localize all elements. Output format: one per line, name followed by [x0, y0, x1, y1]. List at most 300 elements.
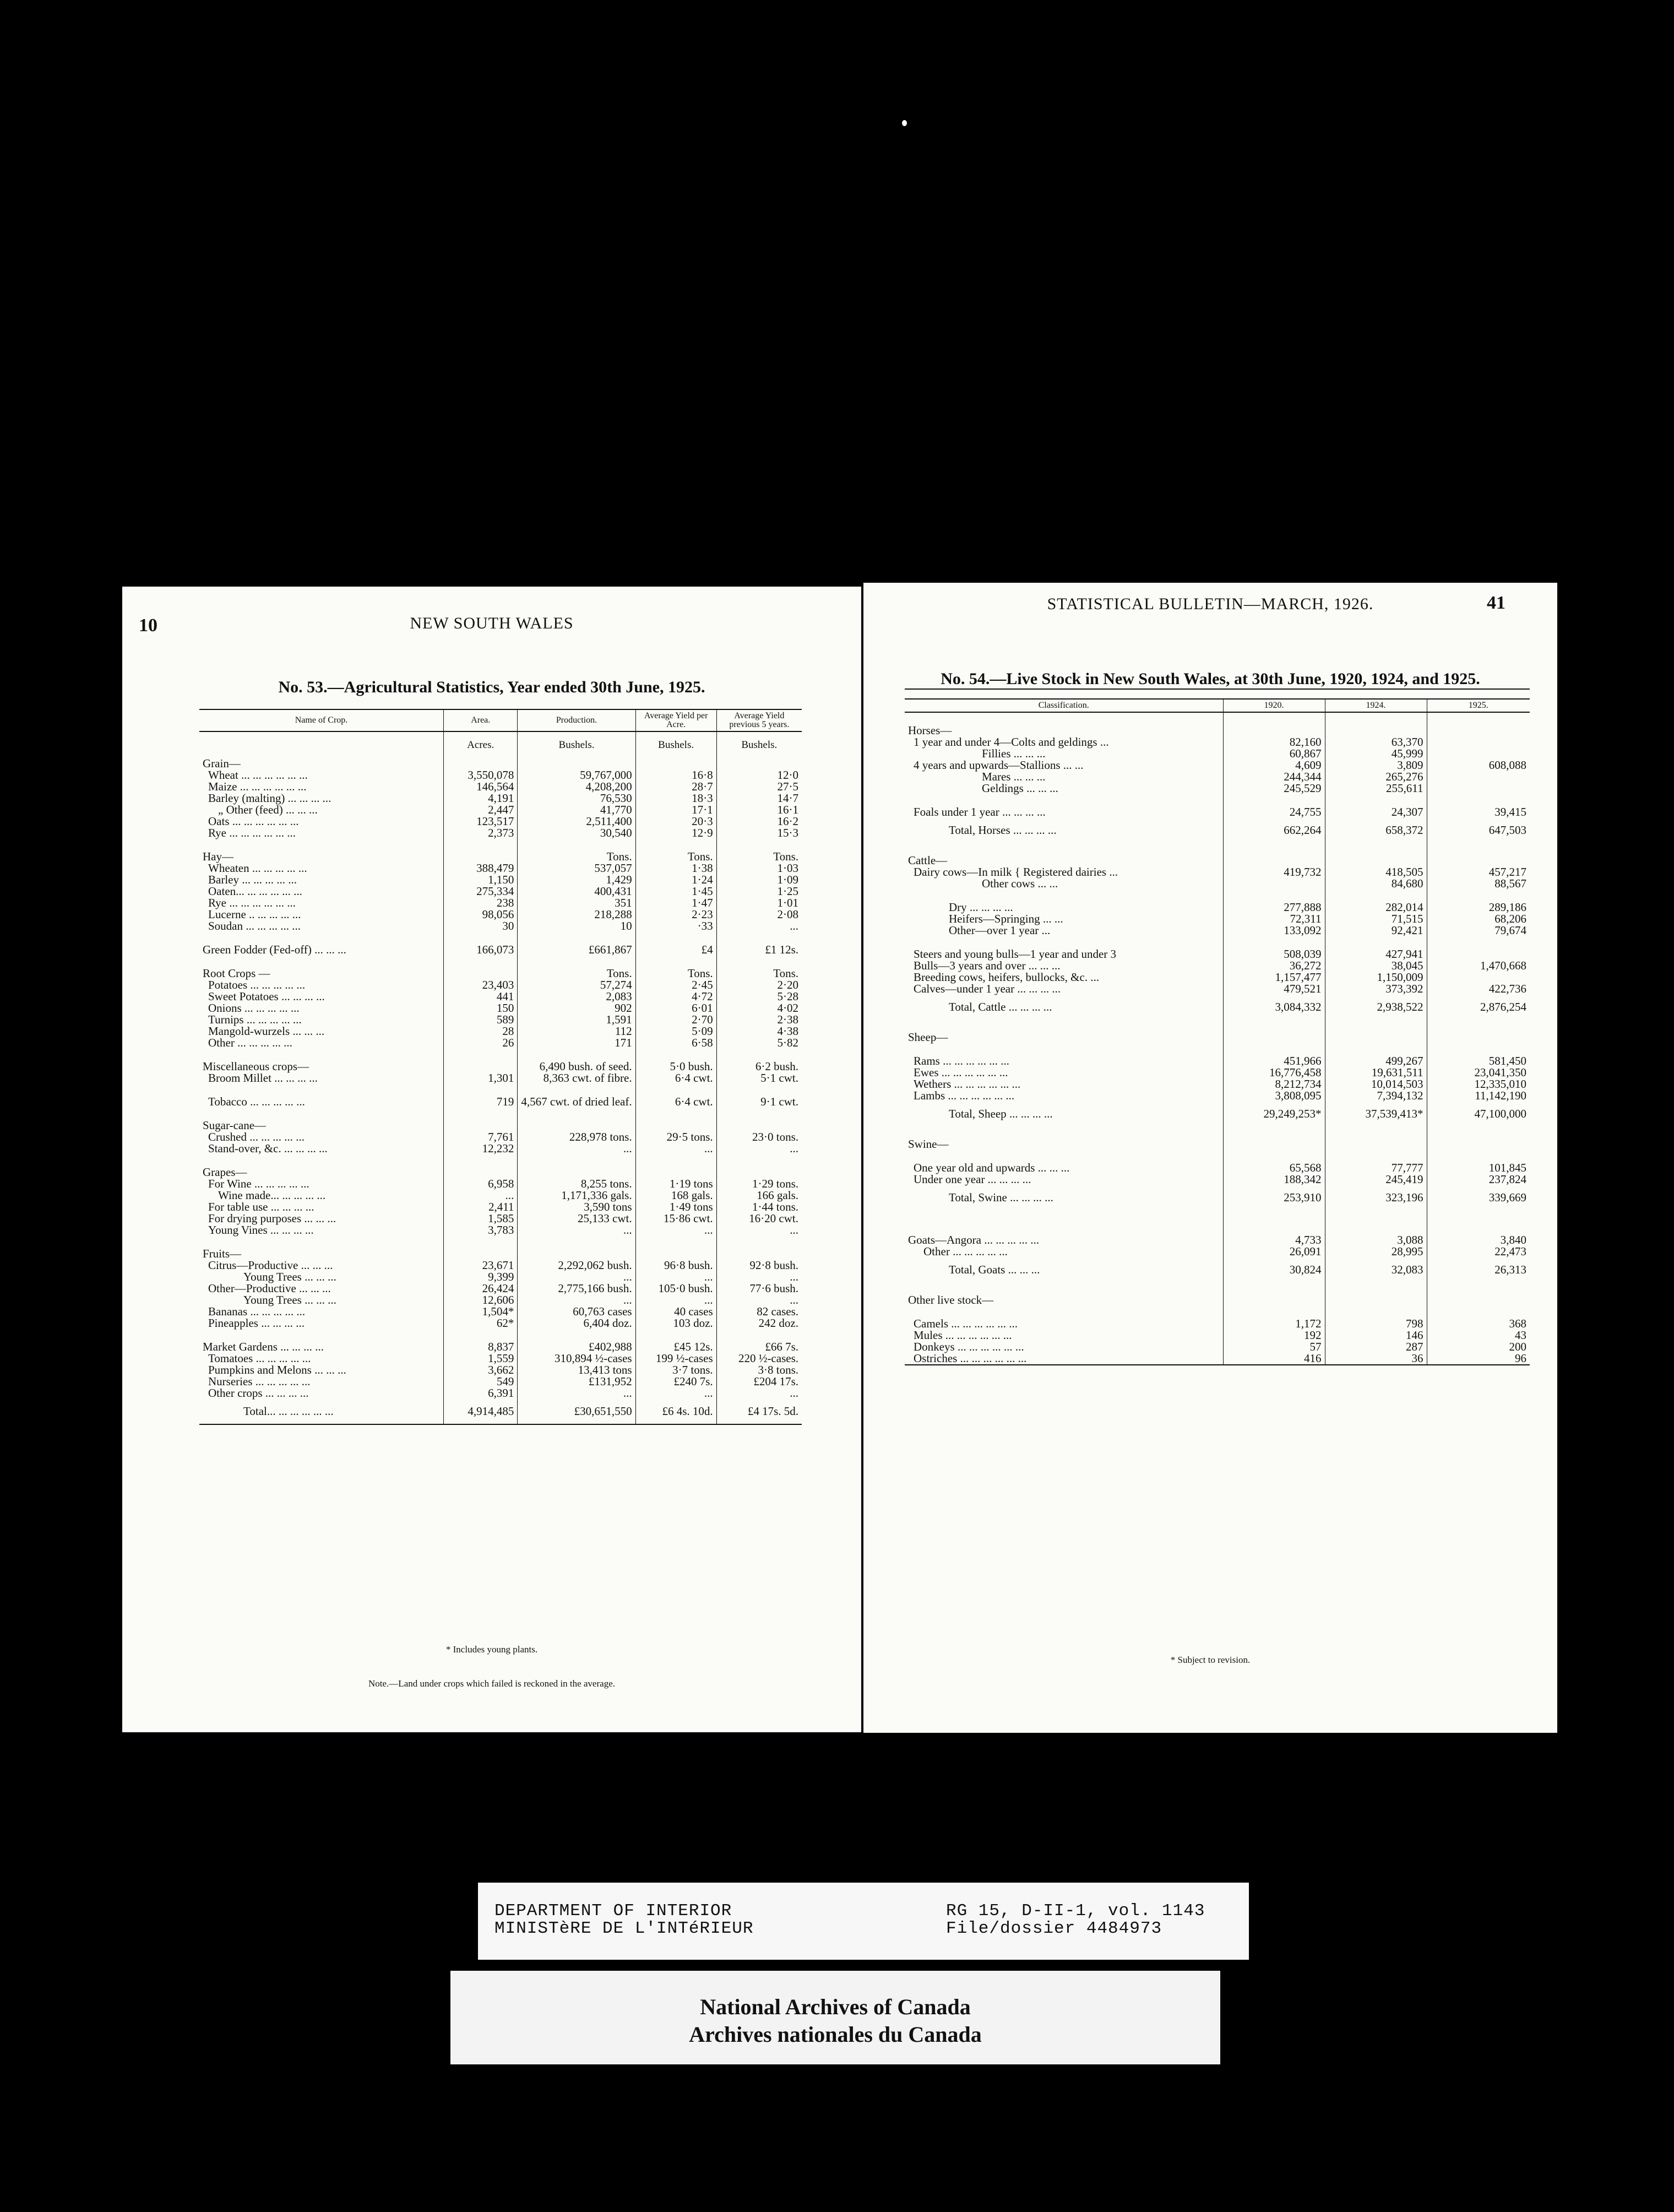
tbl53-cell: ...	[518, 1224, 635, 1236]
tbl54-row	[905, 890, 1530, 902]
tbl53-row-label: Young Trees ... ... ...	[243, 1293, 336, 1306]
tbl53-cell: 400,431	[518, 886, 635, 897]
tbl54-row	[905, 1032, 1530, 1043]
tbl54-cell: 427,941	[1325, 948, 1427, 960]
tbl53-cell: ·33	[635, 920, 716, 932]
tbl53-row-label: Miscellaneous crops—	[203, 1060, 309, 1073]
tbl54-row	[905, 818, 1530, 843]
tbl54-cell	[1325, 1222, 1427, 1234]
tbl54-row-label: Heifers—Springing ... ...	[949, 912, 1063, 925]
tbl53-row-label: Tomatoes ... ... ... ... ...	[208, 1352, 311, 1365]
stamp-file-number: File/dossier 4484973	[946, 1919, 1162, 1938]
tbl53-cell: 1·49 tons	[635, 1201, 716, 1213]
tbl53-cell: 2,447	[444, 804, 518, 816]
tbl53-row-label: Grain—	[203, 757, 241, 770]
tbl53-cell: 1·19 tons	[635, 1178, 716, 1190]
tbl53-row-label: Total... ... ... ... ... ...	[199, 1399, 444, 1424]
tbl53-row-label: Rye ... ... ... ... ... ...	[208, 826, 296, 839]
tbl53-cell: 3,662	[444, 1364, 518, 1376]
tbl54-cell: 30,824	[1223, 1257, 1325, 1282]
tbl53-cell: 388,479	[444, 863, 518, 874]
tbl53-row-label: Young Vines ... ... ... ...	[208, 1223, 314, 1237]
tbl53-row-label: Young Trees ... ... ...	[243, 1270, 336, 1283]
tbl53-cell: 1,171,336 gals.	[518, 1190, 635, 1201]
tbl54-row-label: Ostriches ... ... ... ... ... ...	[905, 1353, 1223, 1365]
tbl53-cell	[444, 968, 518, 979]
tbl54-cell	[1223, 1020, 1325, 1032]
tbl53-cell: 16·20 cwt.	[716, 1213, 802, 1224]
reference-stamp	[478, 1883, 1249, 1960]
tbl53-row-label: Other ... ... ... ... ...	[208, 1036, 292, 1049]
tbl54-cell: 88,567	[1427, 878, 1530, 890]
tbl53-cell	[716, 956, 802, 968]
tbl54-row-label	[905, 1210, 1223, 1222]
tbl54-cell: 253,910	[1223, 1185, 1325, 1210]
tbl54-cell: 255,611	[1325, 783, 1427, 794]
tbl54-row	[905, 855, 1530, 866]
tbl53-row-label	[199, 956, 444, 968]
tbl54-row	[905, 995, 1530, 1020]
tbl53-cell: 441	[444, 991, 518, 1002]
tbl54-column-header: 1925.	[1427, 699, 1530, 712]
tbl53-cell: 310,894 ½-cases	[518, 1353, 635, 1364]
tbl53-cell: 589	[444, 1014, 518, 1026]
tbl53-cell	[635, 1084, 716, 1096]
tbl53-cell: 9,399	[444, 1271, 518, 1283]
tbl53-cell: 17·1	[635, 804, 716, 816]
tbl54-cell	[1325, 855, 1427, 866]
tbl54-cell: 4,609	[1223, 760, 1325, 771]
tbl54-row-label: Total, Horses ... ... ... ...	[949, 823, 1057, 837]
tbl54-cell: 3,084,332	[1223, 995, 1325, 1020]
tbl54-row-label	[905, 1043, 1223, 1055]
tbl54-row	[905, 1150, 1530, 1162]
tbl53-row	[199, 1376, 802, 1387]
tbl54-cell: 188,342	[1223, 1174, 1325, 1185]
right-running-head: STATISTICAL BULLETIN—MARCH, 1926.	[1047, 595, 1374, 613]
tbl53-cell: Bushels.	[716, 731, 802, 758]
tbl53-cell: 168 gals.	[635, 1190, 716, 1201]
tbl53-cell: 549	[444, 1376, 518, 1387]
tbl53-row	[199, 1318, 802, 1329]
tbl53-row-label: For Wine ... ... ... ... ...	[208, 1177, 309, 1190]
tbl53-cell: 62*	[444, 1318, 518, 1329]
tbl53-row-label: Rye ... ... ... ... ... ...	[208, 896, 296, 909]
tbl53-cell: 719	[444, 1096, 518, 1108]
tbl53-cell: 7,761	[444, 1131, 518, 1143]
tbl53-cell: 228,978 tons.	[518, 1131, 635, 1143]
tbl54-cell: 28,995	[1325, 1246, 1427, 1257]
tbl54-cell	[1325, 725, 1427, 736]
tbl53-row-label: „ Other (feed) ... ... ...	[218, 803, 318, 816]
tbl54-cell: 3,809	[1325, 760, 1427, 771]
tbl54-cell	[1427, 1043, 1530, 1055]
tbl54-cell	[1427, 843, 1530, 855]
tbl53-row	[199, 758, 802, 769]
tbl54-cell	[1427, 794, 1530, 806]
tbl54-row-label: Under one year ... ... ... ...	[914, 1173, 1031, 1186]
tbl53-row-label: Lucerne .. ... ... ... ...	[208, 908, 301, 921]
tbl54-cell: 581,450	[1427, 1055, 1530, 1067]
tbl53-cell: 1,504*	[444, 1306, 518, 1318]
tbl53-cell	[518, 1236, 635, 1248]
tbl54-cell	[1427, 736, 1530, 748]
tbl53-cell: 4,191	[444, 793, 518, 804]
tbl53-cell: £4	[635, 944, 716, 956]
tbl53-cell: 12,232	[444, 1143, 518, 1154]
tbl54-cell	[1223, 1210, 1325, 1222]
tbl53-cell: 1·09	[716, 874, 802, 886]
tbl54-row	[905, 1185, 1530, 1210]
tbl54-row-label: 4 years and upwards—Stallions ... ...	[914, 758, 1084, 772]
tbl54-cell: 1,470,668	[1427, 960, 1530, 972]
tbl53-cell: £66 7s.	[716, 1341, 802, 1353]
tbl53-row-label: Oats ... ... ... ... ... ...	[208, 815, 299, 828]
tbl53-cell: 9·1 cwt.	[716, 1096, 802, 1108]
tbl53-cell: 150	[444, 1002, 518, 1014]
tbl53-row	[199, 1167, 802, 1178]
tbl53-cell: 1,559	[444, 1353, 518, 1364]
archive-label-french: Archives nationales du Canada	[689, 2022, 982, 2047]
tbl54-cell: 416	[1223, 1353, 1325, 1365]
tbl54-row	[905, 1330, 1530, 1341]
tbl53-row	[199, 1190, 802, 1201]
tbl53-row	[199, 1399, 802, 1424]
tbl53-cell: 29·5 tons.	[635, 1131, 716, 1143]
table-54	[905, 698, 1530, 1365]
tbl54-row	[905, 936, 1530, 948]
tbl53-row	[199, 839, 802, 851]
tbl53-row	[199, 1201, 802, 1213]
tbl54-cell: 1,150,009	[1325, 972, 1427, 983]
tbl54-cell: 2,938,522	[1325, 995, 1427, 1020]
tbl54-row-label: 1 year and under 4—Colts and geldings ...	[914, 735, 1109, 749]
tbl53-row-label: Citrus—Productive ... ... ...	[208, 1259, 333, 1272]
tbl53-row-label: Crushed ... ... ... ... ...	[208, 1130, 305, 1143]
tbl54-row-label	[905, 936, 1223, 948]
tbl53-cell	[716, 1084, 802, 1096]
tbl54-row	[905, 878, 1530, 890]
tbl54-cell	[1223, 1043, 1325, 1055]
tbl54-cell	[1325, 1126, 1427, 1138]
tbl53-row	[199, 1283, 802, 1294]
tbl54-cell: 101,845	[1427, 1162, 1530, 1174]
tbl54-cell: 419,732	[1223, 866, 1325, 878]
tbl54-cell: 29,249,253*	[1223, 1102, 1325, 1126]
tbl54-row-label: Lambs ... ... ... ... ... ...	[914, 1089, 1015, 1102]
tbl54-row	[905, 1257, 1530, 1282]
right-page-number: 41	[1487, 593, 1505, 613]
tbl53-cell	[635, 1236, 716, 1248]
tbl53-cell	[518, 1154, 635, 1167]
tbl53-column-header: Name of Crop.	[199, 709, 444, 731]
tbl53-row	[199, 816, 802, 827]
tbl53-cell: 98,056	[444, 909, 518, 920]
tbl54-cell	[1427, 1020, 1530, 1032]
tbl53-cell: £6 4s. 10d.	[635, 1399, 716, 1424]
tbl54-row-label: Goats—Angora ... ... ... ... ...	[908, 1233, 1039, 1246]
tbl53-cell	[716, 1049, 802, 1061]
tbl54-cell: 4,733	[1223, 1234, 1325, 1246]
tbl54-row	[905, 771, 1530, 783]
tbl53-cell	[518, 1108, 635, 1120]
tbl54-cell: 798	[1325, 1318, 1427, 1330]
tbl54-row	[905, 1138, 1530, 1150]
tbl53-row	[199, 1108, 802, 1120]
tbl53-cell: Tons.	[635, 968, 716, 979]
tbl54-cell: 133,092	[1223, 925, 1325, 936]
tbl54-row-label: Fillies ... ... ...	[982, 747, 1046, 760]
tbl53-cell: ...	[444, 1190, 518, 1201]
tbl53-cell: 275,334	[444, 886, 518, 897]
tbl54-cell	[1325, 1306, 1427, 1318]
tbl54-cell: 608,088	[1427, 760, 1530, 771]
tbl54-row-label: Other ... ... ... ... ...	[923, 1245, 1008, 1258]
tbl53-row	[199, 909, 802, 920]
tbl53-cell: 1·01	[716, 897, 802, 909]
tbl53-cell	[716, 1236, 802, 1248]
tbl54-cell: 26,313	[1427, 1257, 1530, 1282]
tbl54-cell: 2,876,254	[1427, 995, 1530, 1020]
tbl54-row-label: Geldings ... ... ...	[982, 782, 1058, 795]
tbl53-cell: 5·1 cwt.	[716, 1072, 802, 1084]
tbl53-cell: 123,517	[444, 816, 518, 827]
tbl53-row	[199, 1061, 802, 1072]
tbl53-row-label	[199, 1049, 444, 1061]
tbl53-cell: 2,292,062 bush.	[518, 1260, 635, 1271]
tbl53-cell: 1,301	[444, 1072, 518, 1084]
tbl54-cell	[1427, 972, 1530, 983]
tbl53-row-label: Maize ... ... ... ... ... ...	[208, 780, 307, 793]
tbl54-column-header: Classification.	[905, 699, 1223, 712]
tbl54-column-header: 1924.	[1325, 699, 1427, 712]
tbl54-cell: 16,776,458	[1223, 1067, 1325, 1078]
tbl53-cell: £661,867	[518, 944, 635, 956]
tbl54-row-label: Dairy cows—In milk { Registered dairies ...	[914, 865, 1118, 879]
tbl53-row	[199, 863, 802, 874]
tbl54-cell	[1325, 1032, 1427, 1043]
tbl54-row-label: Mares ... ... ...	[982, 770, 1046, 783]
tbl53-row	[199, 1329, 802, 1341]
tbl54-row	[905, 783, 1530, 794]
tbl54-row	[905, 1102, 1530, 1126]
tbl53-row-label: Mangold-wurzels ... ... ...	[208, 1024, 325, 1038]
tbl53-cell: 6,958	[444, 1178, 518, 1190]
tbl53-row-label	[199, 932, 444, 944]
tbl53-cell: 199 ½-cases	[635, 1353, 716, 1364]
tbl53-cell: 2·38	[716, 1014, 802, 1026]
tbl53-cell: £45 12s.	[635, 1341, 716, 1353]
tbl54-cell: 245,529	[1223, 783, 1325, 794]
tbl53-row	[199, 920, 802, 932]
tbl54-row-label: Cattle—	[908, 854, 948, 867]
tbl54-cell: 339,669	[1427, 1185, 1530, 1210]
stamp-ministere: MINISTèRE DE L'INTéRIEUR	[494, 1919, 754, 1938]
tbl54-cell: 68,206	[1427, 913, 1530, 925]
tbl54-cell	[1223, 1138, 1325, 1150]
tbl54-row-label: Total, Sheep ... ... ... ...	[949, 1107, 1053, 1120]
tbl53-cell: 238	[444, 897, 518, 909]
tbl54-row-label: Dry ... ... ... ...	[949, 901, 1013, 914]
tbl53-cell	[716, 1167, 802, 1178]
tbl53-cell: 5·0 bush.	[635, 1061, 716, 1072]
tbl53-cell	[444, 1120, 518, 1131]
tbl54-cell	[1427, 771, 1530, 783]
tbl53-cell: 28·7	[635, 781, 716, 793]
tbl54-row	[905, 1210, 1530, 1222]
tbl54-cell: 457,217	[1427, 866, 1530, 878]
tbl53-cell	[444, 1061, 518, 1072]
tbl53-cell	[444, 956, 518, 968]
tbl53-cell: 25,133 cwt.	[518, 1213, 635, 1224]
tbl53-cell: £240 7s.	[635, 1376, 716, 1387]
tbl54-cell	[1325, 1294, 1427, 1306]
tbl53-row	[199, 1306, 802, 1318]
tbl54-cell: 37,539,413*	[1325, 1102, 1427, 1126]
tbl53-row	[199, 932, 802, 944]
tbl53-cell	[518, 932, 635, 944]
tbl53-cell: £131,952	[518, 1376, 635, 1387]
tbl53-cell: 60,763 cases	[518, 1306, 635, 1318]
tbl54-row	[905, 1282, 1530, 1294]
tbl53-cell: 4·72	[635, 991, 716, 1002]
archive-label-english: National Archives of Canada	[700, 1994, 971, 2019]
tbl53-cell	[635, 1154, 716, 1167]
tbl53-row	[199, 1353, 802, 1364]
left-running-head: NEW SOUTH WALES	[410, 614, 574, 632]
tbl53-row	[199, 1014, 802, 1026]
tbl54-cell: 45,999	[1325, 748, 1427, 760]
tbl54-cell: 499,267	[1325, 1055, 1427, 1067]
tbl53-row-label: Sugar-cane—	[203, 1119, 267, 1132]
right-page	[863, 583, 1557, 1733]
left-page-number: 10	[139, 615, 157, 636]
tbl53-cell: 6,490 bush. of seed.	[518, 1061, 635, 1072]
tbl54-cell	[1427, 1282, 1530, 1294]
table-53-footnote: * Includes young plants.	[445, 1644, 538, 1655]
tbl54-cell	[1427, 1222, 1530, 1234]
tbl54-cell: 282,014	[1325, 902, 1427, 913]
tbl53-cell: ...	[635, 1271, 716, 1283]
tbl53-cell	[518, 1084, 635, 1096]
tbl53-row	[199, 1002, 802, 1014]
tbl53-cell: 23·0 tons.	[716, 1131, 802, 1143]
tbl53-cell	[444, 1154, 518, 1167]
tbl54-cell: 1,172	[1223, 1318, 1325, 1330]
tbl54-cell: 24,755	[1223, 806, 1325, 818]
tbl53-cell: 1,150	[444, 874, 518, 886]
tbl54-row-label: Wethers ... ... ... ... ... ...	[914, 1077, 1021, 1091]
tbl54-cell	[1427, 783, 1530, 794]
tbl54-cell: 662,264	[1223, 818, 1325, 843]
tbl53-row-label: Pumpkins and Melons ... ... ...	[208, 1363, 346, 1376]
tbl53-row	[199, 979, 802, 991]
tbl53-cell: 6·58	[635, 1037, 716, 1049]
tbl53-row-label: Sweet Potatoes ... ... ... ...	[208, 990, 325, 1003]
tbl53-cell: Tons.	[518, 968, 635, 979]
tbl54-row-label	[905, 794, 1223, 806]
tbl54-row	[905, 725, 1530, 736]
tbl53-row	[199, 731, 802, 758]
tbl54-row-label	[905, 1282, 1223, 1294]
tbl53-row-label: Barley (malting) ... ... ... ...	[208, 791, 331, 805]
tbl53-cell: 2·70	[635, 1014, 716, 1026]
tbl53-cell: 2·45	[635, 979, 716, 991]
table-53	[199, 709, 802, 1425]
tbl54-cell: 77,777	[1325, 1162, 1427, 1174]
tbl53-cell: 902	[518, 1002, 635, 1014]
tbl54-row-label: Foals under 1 year ... ... ... ...	[914, 805, 1046, 818]
tbl53-cell: 166,073	[444, 944, 518, 956]
tbl53-row	[199, 1271, 802, 1283]
tbl53-cell	[635, 1248, 716, 1260]
tbl53-cell: 1·24	[635, 874, 716, 886]
tbl54-cell: 244,344	[1223, 771, 1325, 783]
tbl53-cell: 2,775,166 bush.	[518, 1283, 635, 1294]
tbl54-cell: 11,142,190	[1427, 1090, 1530, 1102]
tbl54-cell: 277,888	[1223, 902, 1325, 913]
tbl54-row-label: Other—over 1 year ...	[949, 924, 1051, 937]
tbl54-cell: 200	[1427, 1341, 1530, 1353]
tbl53-row-label: Hay—	[203, 850, 233, 863]
tbl54-row	[905, 1126, 1530, 1138]
tbl54-cell	[1223, 843, 1325, 855]
tbl53-row-label: Wine made... ... ... ... ...	[218, 1189, 326, 1202]
tbl53-cell: 171	[518, 1037, 635, 1049]
tbl53-cell: 2,083	[518, 991, 635, 1002]
tbl54-row	[905, 983, 1530, 995]
tbl54-cell: 647,503	[1427, 818, 1530, 843]
tbl54-cell	[1427, 1032, 1530, 1043]
tbl53-cell: 103 doz.	[635, 1318, 716, 1329]
tbl54-cell	[1427, 936, 1530, 948]
tbl53-cell: 6·01	[635, 1002, 716, 1014]
tbl53-cell	[635, 932, 716, 944]
tbl53-cell: 16·2	[716, 816, 802, 827]
tbl54-cell: 265,276	[1325, 771, 1427, 783]
tbl53-row	[199, 1120, 802, 1131]
tbl53-cell	[444, 932, 518, 944]
tbl54-row	[905, 1246, 1530, 1257]
tbl54-row	[905, 1078, 1530, 1090]
tbl54-cell	[1223, 878, 1325, 890]
tbl53-cell: Tons.	[635, 851, 716, 863]
tbl54-row	[905, 794, 1530, 806]
tbl54-cell	[1427, 1126, 1530, 1138]
tbl54-cell	[1223, 794, 1325, 806]
tbl54-row-label: Total, Swine ... ... ... ...	[949, 1191, 1053, 1204]
tbl53-cell: 26	[444, 1037, 518, 1049]
tbl53-row-label	[199, 1084, 444, 1096]
tbl53-cell	[444, 1248, 518, 1260]
tbl53-row-label	[199, 839, 444, 851]
tbl54-cell	[1325, 1282, 1427, 1294]
tbl53-row	[199, 1154, 802, 1167]
tbl53-cell	[635, 956, 716, 968]
tbl53-column-header: Average Yield per Acre.	[635, 709, 716, 731]
tbl54-row	[905, 1174, 1530, 1185]
tbl53-row-label: Broom Millet ... ... ... ...	[208, 1071, 318, 1085]
tbl53-cell	[444, 851, 518, 863]
tbl54-cell: 84,680	[1325, 878, 1427, 890]
tbl53-cell	[716, 1154, 802, 1167]
tbl53-cell	[716, 932, 802, 944]
tbl53-cell: ...	[716, 1271, 802, 1283]
tbl54-cell: 82,160	[1223, 736, 1325, 748]
tbl54-cell	[1427, 725, 1530, 736]
tbl53-cell	[444, 1049, 518, 1061]
tbl53-cell: 6·4 cwt.	[635, 1096, 716, 1108]
